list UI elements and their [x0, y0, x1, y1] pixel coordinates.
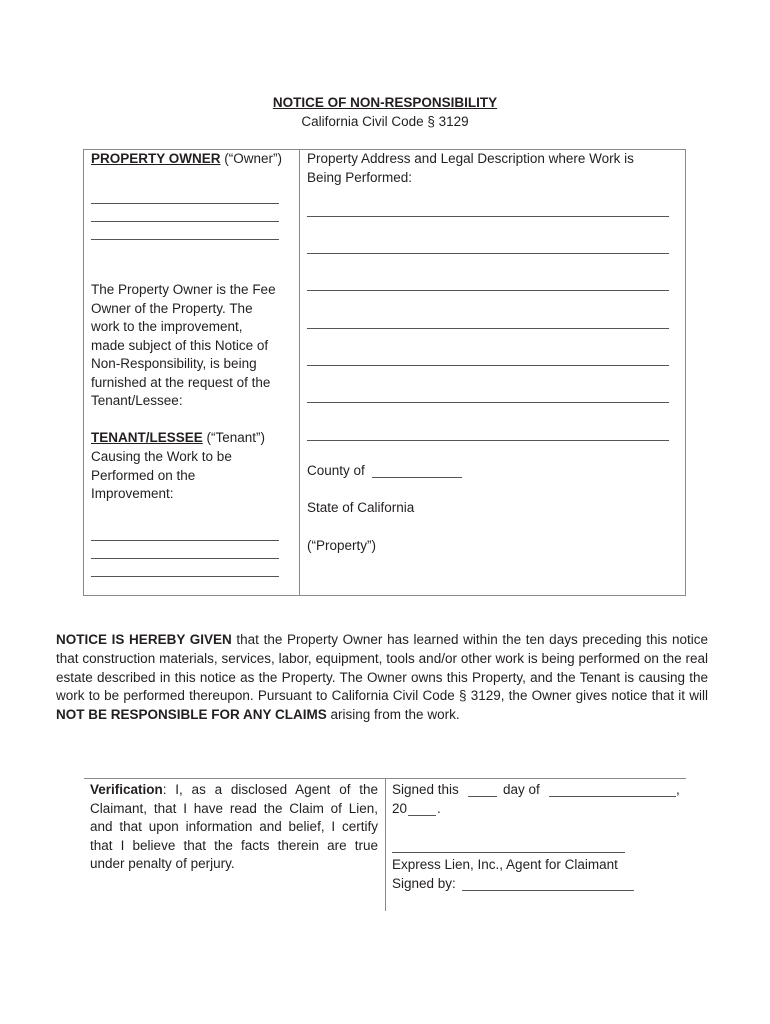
signature-blank-line[interactable]	[392, 852, 625, 853]
owner-label-suffix: (“Owner”)	[220, 151, 283, 166]
signed-by-label: Signed by:	[392, 876, 456, 891]
signed-this-label: Signed this	[392, 782, 459, 797]
tenant-blank-line[interactable]	[91, 576, 279, 577]
owner-statement-line: work to the improvement,	[91, 319, 243, 334]
tenant-label: TENANT/LESSEE	[91, 430, 203, 445]
property-heading	[307, 150, 634, 187]
document-subtitle: California Civil Code § 3129	[301, 114, 469, 129]
tenant-label-suffix: (“Tenant”)	[202, 430, 266, 445]
owner-statement-line: furnished at the request of the	[91, 374, 271, 390]
notice-lead: NOTICE IS HEREBY GIVEN	[56, 632, 232, 647]
verification-paragraph	[90, 781, 378, 874]
owner-statement-line: made subject of this Notice of	[91, 337, 269, 353]
tenant-blank-line[interactable]	[91, 540, 279, 541]
owner-statement	[91, 281, 276, 411]
property-blank-line[interactable]	[307, 216, 669, 217]
tenant-description-line: Performed on the	[91, 467, 196, 483]
owner-blank-line[interactable]	[91, 221, 279, 222]
property-heading-line: Being Performed:	[307, 169, 413, 185]
day-of-label: day of	[503, 782, 540, 797]
day-blank-line[interactable]	[468, 796, 497, 797]
county-blank-line[interactable]	[372, 477, 462, 478]
owner-statement-line: Owner of the Property. The	[91, 300, 253, 316]
year-blank-line[interactable]	[408, 815, 436, 816]
owner-heading	[91, 150, 282, 169]
property-blank-line[interactable]	[307, 328, 669, 329]
notice-text: that the Property Owner has learned within the ten days preceding this notice that construction materials, services, labor, equipment, tools and/or other work is being performed on the real estate described in this notice as the Property. The Owner owns this Property, and the Tenant is causing the work to be performed thereupon. Pursuant to California Civil Code § 3129, the Owner gives notice that it will	[56, 632, 708, 704]
property-blank-line[interactable]	[307, 365, 669, 366]
tenant-heading	[91, 429, 265, 448]
owner-statement-line: Non-Responsibility, is being	[91, 356, 257, 371]
agent-line: Express Lien, Inc., Agent for Claimant	[392, 857, 618, 872]
state-label: State of California	[307, 500, 415, 515]
notice-emphasis: NOT BE RESPONSIBLE FOR ANY CLAIMS	[56, 707, 327, 723]
owner-statement-line: The Property Owner is the Fee	[91, 282, 276, 297]
date-comma: ,	[676, 782, 680, 797]
property-label: (“Property”)	[307, 538, 377, 553]
verification-label: Verification	[90, 782, 163, 797]
property-heading-line: Property Address and Legal Description where Work is	[307, 151, 634, 166]
property-blank-line[interactable]	[307, 402, 669, 403]
owner-blank-line[interactable]	[91, 239, 279, 240]
tenant-description-line: Causing the Work to be	[91, 449, 232, 464]
owner-label: PROPERTY OWNER	[91, 151, 221, 166]
county-label: County of	[307, 463, 365, 478]
signature-column-divider	[385, 779, 386, 911]
document-title: NOTICE OF NON-RESPONSIBILITY	[272, 95, 498, 110]
notice-paragraph	[56, 631, 708, 725]
property-blank-line[interactable]	[307, 290, 669, 291]
notice-text-end: arising from the work.	[326, 707, 460, 723]
owner-statement-line: Tenant/Lessee:	[91, 393, 183, 408]
tenant-description-line: Improvement:	[91, 486, 174, 501]
owner-blank-line[interactable]	[91, 203, 279, 204]
signed-by-blank-line[interactable]	[462, 890, 634, 891]
month-blank-line[interactable]	[549, 796, 676, 797]
verification-text: : I, as a disclosed Agent of the Claimant, that I have read the Claim of Lien, and that upon information and belief, I certify that I believe that the facts therein are true under penalty of perjury.	[90, 782, 378, 871]
property-blank-line[interactable]	[307, 440, 669, 441]
year-prefix: 20	[392, 801, 408, 816]
table-column-divider	[299, 149, 300, 596]
property-blank-line[interactable]	[307, 253, 669, 254]
tenant-blank-line[interactable]	[91, 558, 279, 559]
tenant-description	[91, 448, 232, 504]
year-period: .	[437, 801, 441, 816]
